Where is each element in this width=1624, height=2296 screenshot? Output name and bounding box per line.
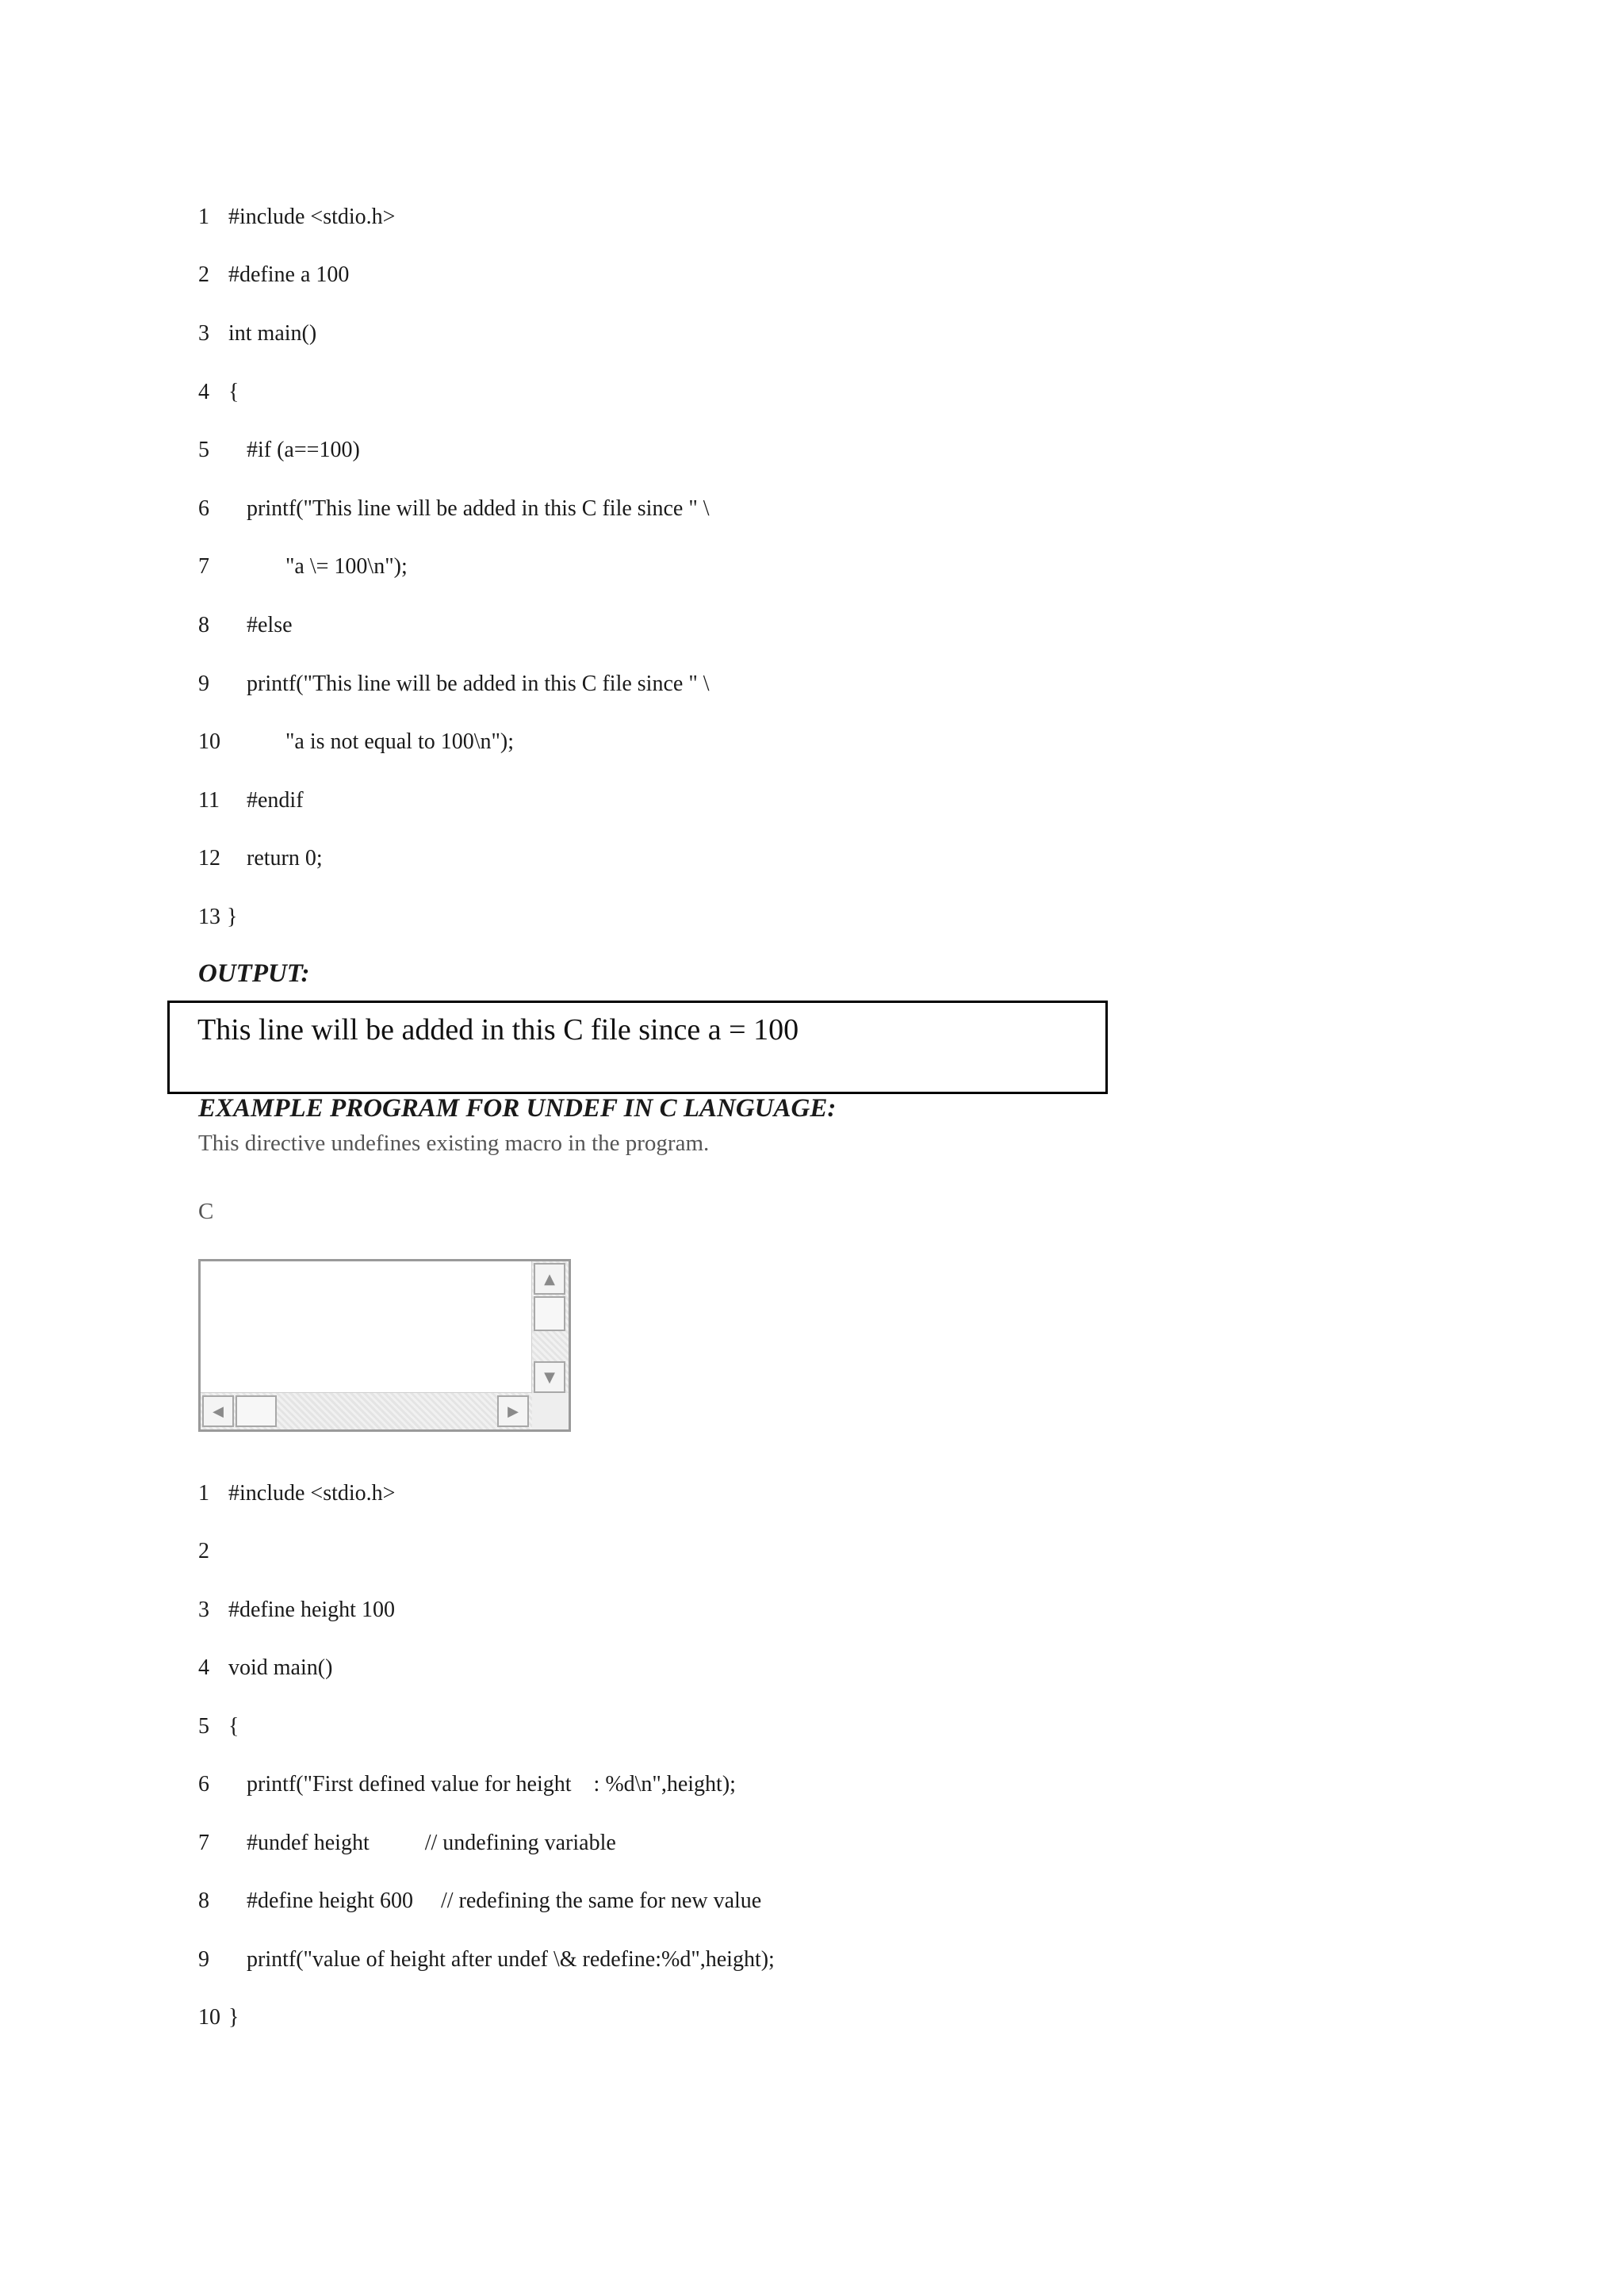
language-label: C (198, 1199, 214, 1224)
scroll-left-button[interactable] (202, 1395, 234, 1427)
code-text: printf("This line will be added in this C file since " \ (247, 496, 710, 521)
code-line (0, 900, 1348, 935)
code-line (0, 667, 1348, 702)
code-line (0, 492, 1348, 526)
code-line (0, 375, 1348, 410)
code-text: int main() (228, 321, 317, 346)
line-number: 4 (198, 1655, 209, 1680)
code-text: printf("This line will be added in this C file since " \ (247, 672, 710, 696)
code-text: #include <stdio.h> (228, 1481, 396, 1506)
line-number: 2 (198, 262, 209, 287)
code-line (0, 316, 1348, 351)
code-text: #else (247, 613, 293, 637)
code-line (0, 549, 1348, 584)
line-number: 10 (198, 2005, 220, 2030)
horizontal-scroll-thumb[interactable] (236, 1395, 277, 1427)
line-number: 1 (198, 1481, 209, 1506)
code-line (0, 200, 1348, 235)
code-text: #endif (247, 788, 304, 813)
scroll-left-arrow-icon: ◀ (213, 1402, 224, 1420)
output-heading: OUTPUT: (198, 959, 310, 988)
line-number: 3 (198, 1598, 209, 1622)
scroll-down-arrow-icon: ▼ (544, 1368, 555, 1386)
scroll-up-button[interactable] (534, 1263, 565, 1295)
code-text: #if (a==100) (247, 438, 360, 462)
line-number: 5 (198, 1714, 209, 1739)
line-number: 5 (198, 438, 209, 462)
line-number: 7 (198, 554, 209, 579)
code-text: { (228, 380, 239, 404)
code-text: #undef height // undefining variable (247, 1831, 616, 1855)
line-number: 1 (198, 205, 209, 229)
code-text: #include <stdio.h> (228, 205, 396, 229)
line-number: 8 (198, 1888, 209, 1913)
line-number: 12 (198, 846, 220, 871)
vertical-scrollbar[interactable] (531, 1261, 569, 1396)
code-line (0, 841, 1348, 876)
code-text: #define a 100 (228, 262, 350, 287)
code-text: } (228, 2005, 239, 2030)
line-number: 4 (198, 380, 209, 404)
output-text: This line will be added in this C file since a = 100 (197, 1013, 799, 1047)
scroll-down-button[interactable] (534, 1361, 565, 1393)
code-text: } (227, 905, 238, 929)
scroll-right-button[interactable] (497, 1395, 529, 1427)
code-line (0, 1476, 1348, 1511)
code-text: printf("First defined value for height : %d\n",height); (247, 1772, 736, 1797)
scroll-up-arrow-icon: ▲ (544, 1270, 555, 1288)
code-text: "a \= 100\n"); (285, 554, 408, 579)
code-line (0, 1884, 1348, 1919)
code-viewer-box[interactable] (198, 1259, 571, 1432)
scroll-right-arrow-icon: ▶ (508, 1402, 519, 1420)
code-text: void main() (228, 1655, 333, 1680)
code-line (0, 725, 1348, 760)
line-number: 2 (198, 1539, 209, 1563)
code-line (0, 783, 1348, 818)
line-number: 13 (198, 905, 220, 929)
vertical-scroll-thumb[interactable] (534, 1296, 565, 1331)
code-text: return 0; (247, 846, 323, 871)
code-line (0, 608, 1348, 643)
horizontal-scrollbar[interactable] (201, 1392, 532, 1429)
output-box (167, 1001, 1108, 1094)
code-line (0, 1651, 1348, 1686)
section-description: This directive undefines existing macro in the program. (198, 1131, 710, 1156)
code-line (0, 1534, 1348, 1569)
code-line (0, 1826, 1348, 1861)
code-text: { (228, 1714, 239, 1739)
line-number: 3 (198, 321, 209, 346)
line-number: 9 (198, 1947, 209, 1972)
line-number: 9 (198, 672, 209, 696)
code-line (0, 1593, 1348, 1628)
code-text: #define height 600 // redefining the same for new value (247, 1888, 762, 1913)
code-line (0, 433, 1348, 468)
line-number: 7 (198, 1831, 209, 1855)
code-line (0, 1709, 1348, 1744)
section-heading: EXAMPLE PROGRAM FOR UNDEF IN C LANGUAGE: (198, 1094, 837, 1123)
code-line (0, 1767, 1348, 1802)
code-line (0, 1942, 1348, 1977)
line-number: 10 (198, 729, 220, 754)
code-line (0, 2000, 1348, 2035)
code-text: printf("value of height after undef \& redefine:%d",height); (247, 1947, 775, 1972)
code-text: "a is not equal to 100\n"); (285, 729, 515, 754)
line-number: 11 (198, 788, 220, 813)
line-number: 8 (198, 613, 209, 637)
code-text: #define height 100 (228, 1598, 395, 1622)
code-line (0, 258, 1348, 293)
line-number: 6 (198, 496, 209, 521)
scroll-corner (532, 1393, 569, 1429)
line-number: 6 (198, 1772, 209, 1797)
